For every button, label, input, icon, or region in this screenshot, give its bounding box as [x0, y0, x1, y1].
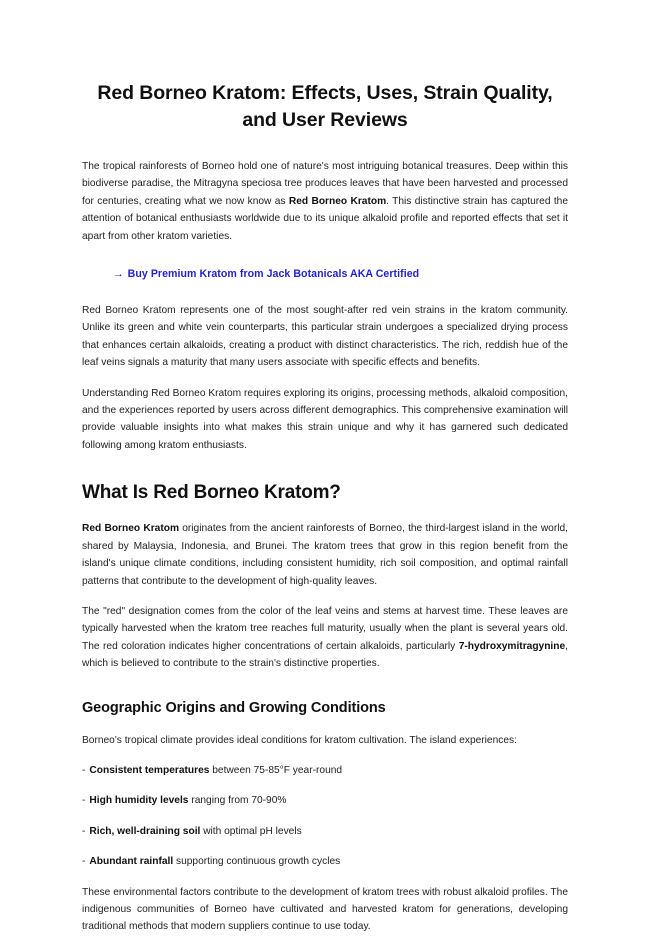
promo-link-row [82, 264, 568, 283]
what-is-bold-term: Red Borneo Kratom [82, 523, 180, 535]
list-item [82, 853, 568, 870]
what-is-paragraph-2-part-2: , which is believed to contribute to the strain's distinctive properties. [82, 640, 568, 670]
document-content [82, 80, 568, 936]
intro-bold-term: Red Borneo Kratom [288, 195, 387, 207]
what-is-paragraph-1-text: originates from the ancient rainforests of Borneo, the third-largest island in the world, shared by Malaysia, Indonesia, and Brunei. The kratom trees that grow in this region benefit from the island's unique climate conditions, including consistent humidity, rich soil composition, and optimal rainfall patterns that contribute to the development of high-quality leaves. [82, 523, 568, 587]
dash-bullet-icon: - [82, 764, 86, 776]
list-item-detail: supporting continuous growth cycles [173, 856, 341, 868]
dash-bullet-icon: - [82, 825, 86, 837]
alkaloid-bold-term: 7-hydroxymitragynine [458, 640, 566, 652]
intro-text-part-1: The tropical rainforests of Borneo hold one of nature's most intriguing botanical treasures. Deep within this biodiverse paradise, the Mitragyna speciosa tree produces leaves that have been harvested and processed for centuries, creating what we now know as [82, 161, 568, 207]
what-is-paragraph-2-part-1: The "red" designation comes from the color of the leaf veins and stems at harvest time. These leaves are typically harvested when the kratom tree reaches full maturity, usually when the plant is several years old. The red coloration indicates higher concentrations of certain alkaloids, particularly [82, 605, 568, 652]
list-item-detail: with optimal pH levels [200, 825, 302, 837]
what-is-paragraph-1 [82, 520, 568, 590]
intro-paragraph [82, 158, 568, 245]
buy-premium-kratom-link[interactable] [113, 268, 419, 280]
subsection-heading-geographic-origins: Geographic Origins and Growing Conditions [82, 699, 386, 716]
list-item-detail: between 75-85°F year-round [209, 764, 343, 776]
list-item-term: Consistent temperatures [89, 764, 210, 776]
growing-conditions-list [82, 762, 568, 871]
body-paragraph-3: Understanding Red Borneo Kratom requires exploring its origins, processing methods, alkaloid composition, and the experiences reported by users across different demographics. This comprehensive examination will provide valuable insights into what makes this strain unique and why it has garnered such dedicated following among kratom enthusiasts. [82, 387, 568, 451]
dash-bullet-icon: - [82, 856, 86, 868]
list-item-term: High humidity levels [89, 795, 189, 807]
list-item [82, 823, 568, 840]
list-item-detail: ranging from 70-90% [188, 795, 287, 807]
geographic-intro-paragraph: Borneo's tropical climate provides ideal conditions for kratom cultivation. The island experiences: [82, 734, 517, 746]
promo-link-label: Buy Premium Kratom from Jack Botanicals AKA Certified [127, 268, 420, 281]
body-paragraph-2: Red Borneo Kratom represents one of the most sought-after red vein strains in the kratom community. Unlike its green and white vein counterparts, this particular strain undergoes a specialized drying process that enhances certain alkaloids, creating a product with distinct characteristics. The rich, reddish hue of the leaf veins signals a maturity that many users associate with specific effects and benefits. [82, 305, 568, 369]
intro-text-part-2: . This distinctive strain has captured the attention of botanical enthusiasts worldwide due to its unique alkaloid profile and reported effects that set it apart from other kratom varieties. [82, 195, 569, 242]
list-item-term: Abundant rainfall [89, 856, 174, 868]
section-heading-what-is: What Is Red Borneo Kratom? [82, 482, 341, 504]
list-item [82, 762, 568, 779]
list-item-term: Rich, well-draining soil [89, 825, 201, 837]
arrow-right-icon: → [113, 268, 124, 281]
list-item [82, 792, 568, 809]
page-title: Red Borneo Kratom: Effects, Uses, Strain Quality, and User Reviews [97, 82, 553, 131]
dash-bullet-icon: - [82, 795, 86, 807]
geographic-closing-paragraph: These environmental factors contribute to the development of kratom trees with robust alkaloid profiles. The indigenous communities of Borneo have cultivated and harvested kratom for generations, developing traditional methods that modern suppliers continue to use today. [82, 886, 568, 933]
what-is-paragraph-2 [82, 603, 568, 673]
